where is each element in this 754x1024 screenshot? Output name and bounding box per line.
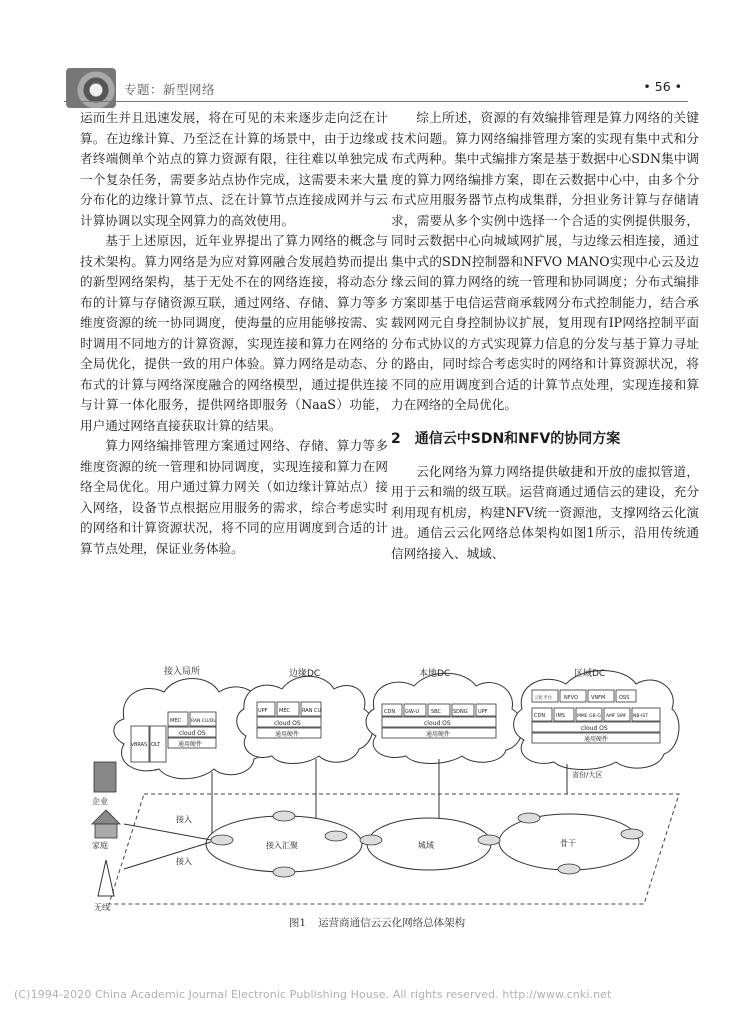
header-topic: 专题：新型网络 — [124, 82, 216, 97]
paragraph: 运而生并且迅速发展，将在可见的未来逐步走向泛在计算。在边缘计算、乃至泛在计算的场景中，由于边缘或者终端侧单个站点的算力资源有限，往往难以单独完成一个复杂任务，需要多站点协作完成，这需要未来大量分布化的边缘计算节点、泛在计算节点连接成网并与云计算协调以实现全网算力的高效使用。 — [80, 110, 388, 228]
figure-caption — [0, 915, 754, 930]
copyright-footer: (C)1994-2020 China Academic Journal Electronic Publishing House. All rights reserved. http://www.cnki.net — [14, 988, 612, 1001]
enterprise-building-icon — [92, 762, 116, 806]
cloud-os-label: cloud OS — [424, 720, 451, 727]
box-label: vBRAS — [131, 742, 148, 748]
network-label: 接入汇聚 — [266, 841, 298, 850]
hardware-label: 通用硬件 — [426, 731, 451, 738]
cloud-title: 本地DC — [419, 669, 451, 679]
right-column — [391, 108, 699, 564]
region-label: 省份/大区 — [572, 771, 603, 779]
user-label: 无线 — [94, 903, 110, 912]
paragraph: 云化网络为算力网络提供敏捷和开放的虚拟管道，用于云和端的级互联。运营商通过通信云的建设，充分利用现有机房，构建NFV统一资源池，支撑网络云化演进。通信云云化网络总体架构如图1所示，沿用传统通信网络接入、城域、 — [391, 463, 699, 561]
box-label: SDNG — [453, 709, 468, 715]
metro-ring — [367, 818, 491, 870]
cloud-title: 接入局所 — [164, 667, 201, 677]
left-column — [80, 108, 388, 559]
paragraph: 算力网络编排管理方案通过网络、存储、算力等多维度资源的统一管理和协同调度，实现连接和算力在网络全局优化。用户通过算力网关（如边缘计算站点）接入网络，设备节点根据应用服务的需求，综合考虑实时的网络和计算资源状况，将不同的应用调度到合适的计算节点处理，保证业务体验。 — [80, 438, 388, 556]
cloud-regional-dc — [514, 667, 679, 779]
user-label: 企业 — [92, 797, 108, 806]
box-label: AMF SMF — [606, 714, 627, 719]
box-label: NB-IST — [633, 714, 649, 719]
box-label: MEC — [279, 708, 290, 714]
box-label: RAN CU — [302, 708, 322, 714]
box-label: GW-U — [405, 709, 420, 715]
box-label: MME GB-G — [577, 714, 601, 719]
architecture-figure — [84, 664, 684, 914]
box-label: VNFM — [591, 695, 606, 701]
cloud-local-dc — [366, 667, 522, 764]
figure-number: 图1 — [288, 917, 307, 929]
box-label: SBC — [431, 709, 442, 715]
box-label: UPF — [258, 708, 268, 714]
cloud-edge-dc — [237, 667, 373, 764]
paragraph: 综上所述，资源的有效编排管理是算力网络的关键技术问题。算力网络编排管理方案的实现有集中式和分布式两种。集中式编排方案是基于数据中心SDN集中调度的算力网络编排方案，即在云数据中心中，由多个分布式应用服务器节点构成集群，分担业务计算与存储请求，需要从多个实例中选择一个合适的实例提供服务，同时云数据中心向城域网扩展，与边缘云相连接，通过集中式的SDN控制器和NFVO MANO实现中心云及边缘云间的算力网络的统一管理和协同调度；分布式编排方案即基于电信运营商承载网分布式控制能力，结合承载网网元自身控制协议扩展，复用现有IP网络控制平面分布式协议的方式实现算力信息的分发与基于算力寻址的路由，同时综合考虑实时的网络和计算资源状况，将不同的应用调度到合适的计算节点处理，实现连接和算力在网络的全局优化。 — [391, 110, 699, 412]
section-heading — [391, 429, 699, 449]
cloud-os-label: cloud OS — [581, 725, 608, 732]
cloud-os-label: cloud OS — [274, 720, 301, 727]
box-label: 云化平台 — [534, 696, 552, 701]
cloud-title: 边缘DC — [289, 669, 321, 679]
hardware-label: 通用硬件 — [584, 736, 609, 743]
box-label: OSS — [619, 695, 630, 701]
cloud-title: 区域DC — [574, 669, 606, 679]
box-label: RAN CU/DU — [191, 719, 217, 724]
box-label: UPF — [478, 709, 488, 715]
figure-caption-text: 运营商通信云云化网络总体架构 — [318, 917, 466, 929]
header-rule — [64, 101, 688, 102]
backbone-ring — [499, 814, 639, 870]
page-number: • 56 • — [643, 79, 682, 94]
box-label: MEC — [170, 718, 181, 724]
user-label: 家庭 — [92, 841, 108, 850]
box-label: IMS — [556, 713, 565, 719]
box-label: CDN — [384, 709, 396, 715]
access-label: 接入 — [176, 815, 192, 824]
box-label: CDN — [534, 713, 546, 719]
section-title: 通信云中SDN和NFV的协同方案 — [414, 430, 621, 447]
network-label: 城域 — [418, 841, 434, 850]
access-label: 接入 — [176, 857, 192, 866]
hardware-label: 通用硬件 — [275, 731, 300, 738]
journal-logo-icon — [66, 68, 116, 108]
architecture-diagram — [84, 664, 684, 914]
box-label: OLT — [151, 742, 161, 748]
cloud-os-label: cloud OS — [179, 730, 206, 737]
network-label: 骨干 — [560, 839, 576, 848]
hardware-label: 通用硬件 — [178, 741, 203, 748]
section-number: 2 — [391, 430, 401, 447]
paragraph: 基于上述原因，近年业界提出了算力网络的概念与技术架构。算力网络是为应对算网融合发展趋势而提出的新型网络架构，基于无处不在的网络连接，将动态分布的计算与存储资源互联，通过网络、存储、算力等多维度资源的统一协同调度，使海量的应用能够按需、实时调用不同地方的计算资源，实现连接和算力在网络的全局优化，提供一致的用户体验。算力网络是动态、分布式的计算与网络深度融合的网络模型，通过提供连接与计算一体化服务，提供网络即服务（NaaS）功能，用户通过网络直接获取计算的结果。 — [80, 233, 388, 433]
home-icon — [92, 810, 120, 850]
box-label: NFVO — [564, 695, 578, 701]
